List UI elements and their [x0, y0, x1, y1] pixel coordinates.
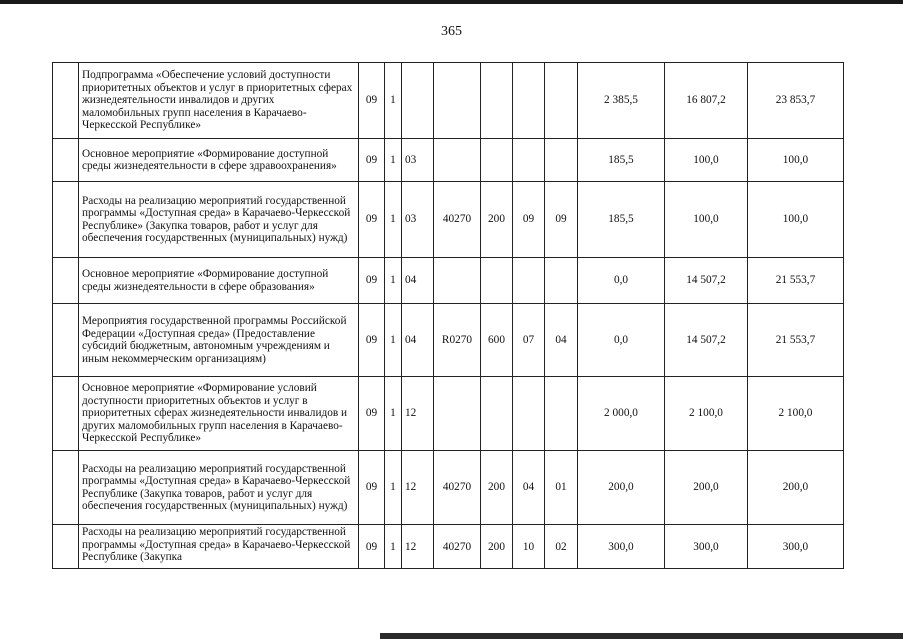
amount-year-3: 300,0: [748, 525, 844, 569]
section-code: 09: [513, 182, 545, 258]
program-code: 1: [385, 525, 402, 569]
amount-year-3: 21 553,7: [748, 304, 844, 377]
item-description: Основное мероприятие «Формирование условий доступности приоритетных объектов и услуг в приоритетных сферах жизнедеятельности инвалидов и других маломобильных групп населения в Карачаево-Черкесской Республике»: [79, 377, 359, 451]
section-code: 04: [513, 451, 545, 525]
direction-code: [434, 258, 481, 304]
direction-code: 40270: [434, 182, 481, 258]
table-row: [53, 525, 844, 569]
ministry-code: 09: [359, 451, 385, 525]
amount-year-2: 14 507,2: [665, 258, 748, 304]
ministry-code: 09: [359, 258, 385, 304]
section-code: [513, 258, 545, 304]
expense-type-code: 600: [481, 304, 513, 377]
table-row: [53, 63, 844, 139]
scan-top-edge: [0, 0, 903, 4]
expense-type-code: [481, 258, 513, 304]
subsection-code: 01: [545, 451, 578, 525]
amount-year-3: 23 853,7: [748, 63, 844, 139]
subsection-code: [545, 258, 578, 304]
amount-year-1: 185,5: [578, 182, 665, 258]
amount-year-2: 2 100,0: [665, 377, 748, 451]
section-code: 07: [513, 304, 545, 377]
activity-code: 04: [402, 258, 434, 304]
expense-type-code: 200: [481, 182, 513, 258]
section-code: [513, 63, 545, 139]
item-description: Расходы на реализацию мероприятий государственной программы «Доступная среда» в Карачаево-Черкесской Республике» (Закупка товаров, работ и услуг для обеспечения государственных (муниципальных) нужд): [79, 182, 359, 258]
subsection-code: 09: [545, 182, 578, 258]
amount-year-3: 21 553,7: [748, 258, 844, 304]
ministry-code: 09: [359, 139, 385, 182]
table-row: [53, 139, 844, 182]
table-row: [53, 258, 844, 304]
amount-year-1: 2 385,5: [578, 63, 665, 139]
row-number-cell: [53, 182, 79, 258]
amount-year-2: 200,0: [665, 451, 748, 525]
direction-code: [434, 377, 481, 451]
row-number-cell: [53, 139, 79, 182]
amount-year-3: 100,0: [748, 139, 844, 182]
amount-year-2: 100,0: [665, 139, 748, 182]
expense-type-code: [481, 139, 513, 182]
expense-type-code: [481, 377, 513, 451]
ministry-code: 09: [359, 377, 385, 451]
item-description: Мероприятия государственной программы Российской Федерации «Доступная среда» (Предоставление субсидий бюджетным, автономным учреждениям и иным некоммерческим организациям): [79, 304, 359, 377]
item-description: Подпрограмма «Обеспечение условий доступности приоритетных объектов и услуг в приоритетных сферах жизнедеятельности инвалидов и других маломобильных групп населения в Карачаево-Черкесской Республике»: [79, 63, 359, 139]
program-code: 1: [385, 304, 402, 377]
budget-table: [52, 62, 844, 569]
ministry-code: 09: [359, 63, 385, 139]
amount-year-3: 2 100,0: [748, 377, 844, 451]
activity-code: 12: [402, 525, 434, 569]
table-row: [53, 451, 844, 525]
row-number-cell: [53, 525, 79, 569]
ministry-code: 09: [359, 304, 385, 377]
table-row: [53, 304, 844, 377]
item-description: Расходы на реализацию мероприятий государственной программы «Доступная среда» в Карачаево-Черкесской Республике (Закупка товаров, работ и услуг для обеспечения государственных (муниципальных) нужд): [79, 451, 359, 525]
expense-type-code: [481, 63, 513, 139]
program-code: 1: [385, 139, 402, 182]
table-row: [53, 377, 844, 451]
amount-year-1: 0,0: [578, 304, 665, 377]
amount-year-2: 100,0: [665, 182, 748, 258]
ministry-code: 09: [359, 182, 385, 258]
expense-type-code: 200: [481, 525, 513, 569]
row-number-cell: [53, 304, 79, 377]
row-number-cell: [53, 451, 79, 525]
amount-year-1: 300,0: [578, 525, 665, 569]
section-code: [513, 377, 545, 451]
subsection-code: 04: [545, 304, 578, 377]
amount-year-2: 14 507,2: [665, 304, 748, 377]
amount-year-2: 16 807,2: [665, 63, 748, 139]
amount-year-3: 100,0: [748, 182, 844, 258]
program-code: 1: [385, 182, 402, 258]
row-number-cell: [53, 258, 79, 304]
program-code: 1: [385, 451, 402, 525]
direction-code: 40270: [434, 451, 481, 525]
amount-year-1: 2 000,0: [578, 377, 665, 451]
page-number: 365: [441, 24, 462, 39]
direction-code: R0270: [434, 304, 481, 377]
amount-year-2: 300,0: [665, 525, 748, 569]
row-number-cell: [53, 377, 79, 451]
direction-code: [434, 139, 481, 182]
amount-year-1: 185,5: [578, 139, 665, 182]
scan-bottom-edge: [380, 633, 903, 639]
activity-code: 04: [402, 304, 434, 377]
subsection-code: [545, 63, 578, 139]
amount-year-1: 200,0: [578, 451, 665, 525]
activity-code: 12: [402, 377, 434, 451]
item-description: Основное мероприятие «Формирование доступной среды жизнедеятельности в сфере здравоохранения»: [79, 139, 359, 182]
section-code: [513, 139, 545, 182]
subsection-code: [545, 377, 578, 451]
program-code: 1: [385, 258, 402, 304]
amount-year-3: 200,0: [748, 451, 844, 525]
item-description: Расходы на реализацию мероприятий государственной программы «Доступная среда» в Карачаево-Черкесской Республике (Закупка: [79, 525, 359, 569]
activity-code: 03: [402, 182, 434, 258]
subsection-code: 02: [545, 525, 578, 569]
activity-code: [402, 63, 434, 139]
ministry-code: 09: [359, 525, 385, 569]
subsection-code: [545, 139, 578, 182]
activity-code: 03: [402, 139, 434, 182]
expense-type-code: 200: [481, 451, 513, 525]
amount-year-1: 0,0: [578, 258, 665, 304]
section-code: 10: [513, 525, 545, 569]
row-number-cell: [53, 63, 79, 139]
item-description: Основное мероприятие «Формирование доступной среды жизнедеятельности в сфере образования»: [79, 258, 359, 304]
program-code: 1: [385, 377, 402, 451]
program-code: 1: [385, 63, 402, 139]
table-row: [53, 182, 844, 258]
direction-code: 40270: [434, 525, 481, 569]
direction-code: [434, 63, 481, 139]
activity-code: 12: [402, 451, 434, 525]
